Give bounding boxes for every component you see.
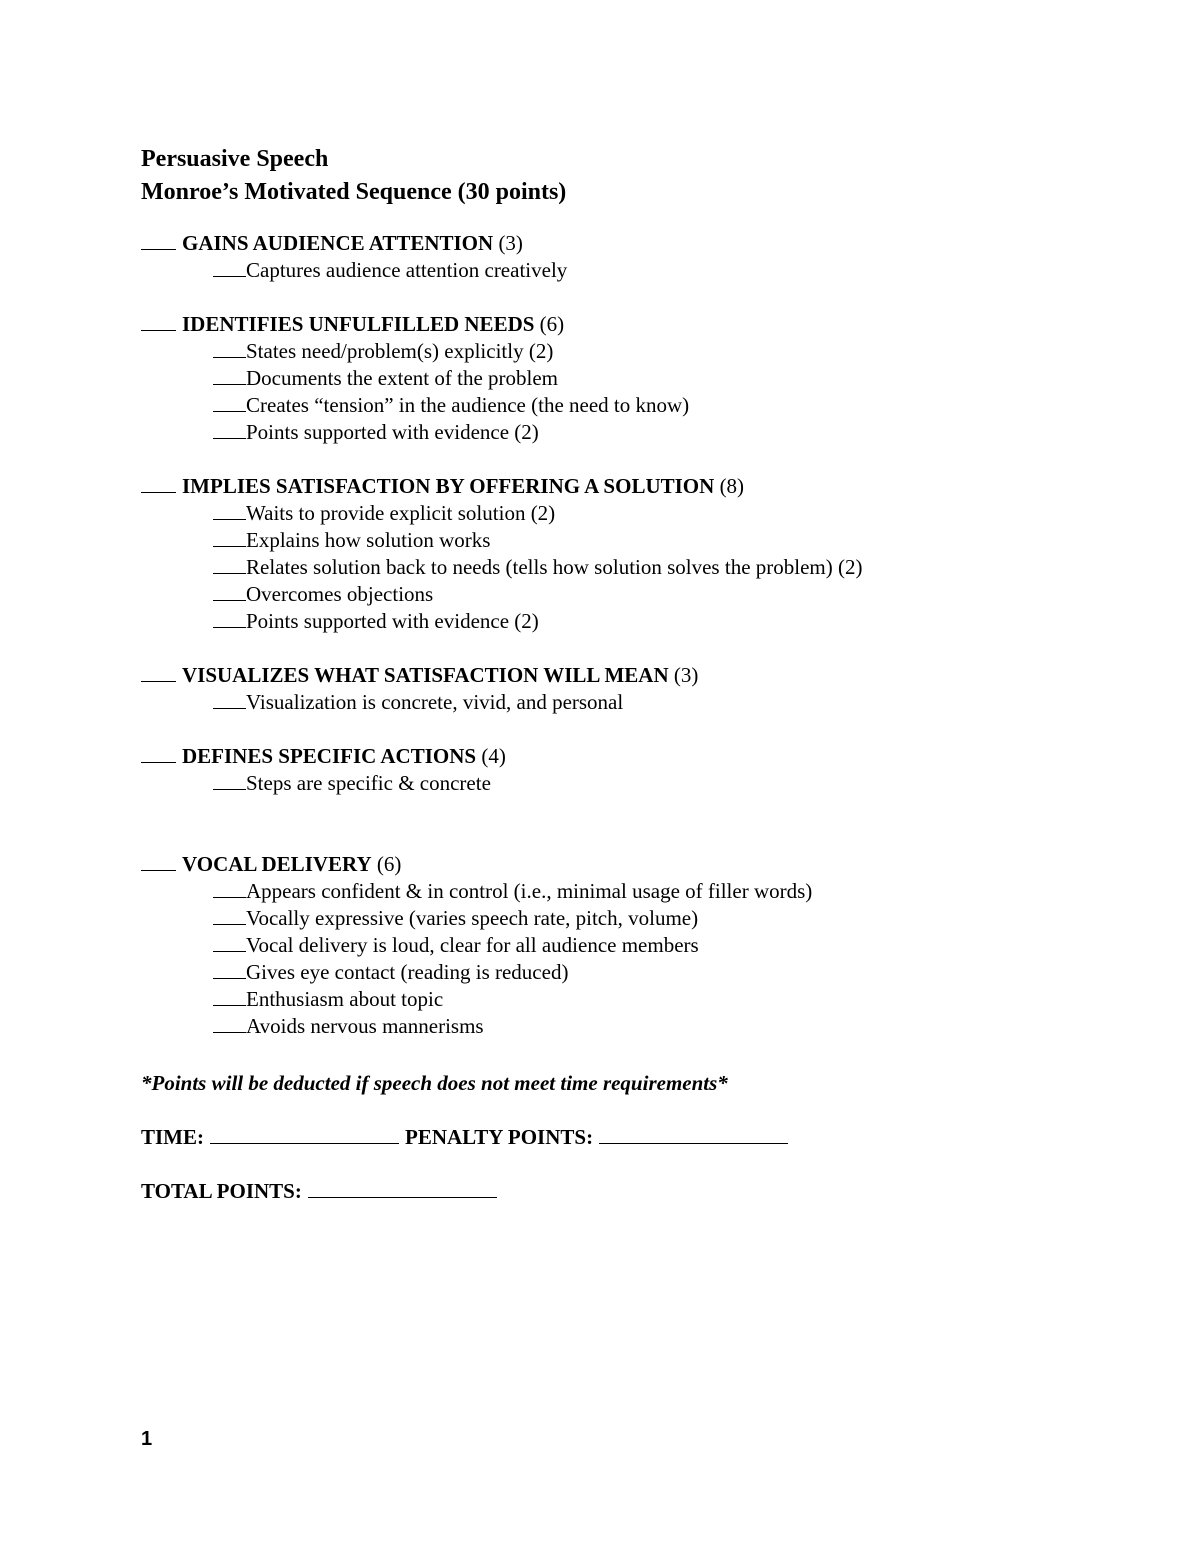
criterion-item [141,1013,1101,1040]
criterion-text: Waits to provide explicit solution (2) [246,501,556,525]
criterion-score-blank[interactable] [213,989,246,1006]
section-points: (4) [481,744,506,768]
time-blank[interactable] [210,1125,399,1144]
criterion-score-blank[interactable] [213,692,246,709]
criterion-score-blank[interactable] [213,395,246,412]
criterion-score-blank[interactable] [213,260,246,277]
section-header [141,473,1101,500]
criterion-item [141,932,1101,959]
criterion-text: Overcomes objections [246,582,434,606]
criterion-item [141,581,1101,608]
section-header [141,851,1101,878]
criterion-score-blank[interactable] [213,908,246,925]
rubric-section [141,743,1101,797]
criterion-item [141,986,1101,1013]
criterion-item [141,338,1101,365]
criterion-text: Points supported with evidence (2) [246,609,539,633]
criterion-score-blank[interactable] [213,530,246,547]
total-points-label: TOTAL POINTS: [141,1179,302,1203]
penalty-points-blank[interactable] [599,1125,788,1144]
criterion-item [141,770,1101,797]
criterion-score-blank[interactable] [213,368,246,385]
section-points: (3) [673,663,699,687]
criterion-text: Gives eye contact (reading is reduced) [246,960,569,984]
criterion-text: Explains how solution works [246,528,491,552]
criterion-item [141,959,1101,986]
criterion-text: Captures audience attention creatively [246,258,568,282]
section-score-blank[interactable] [141,665,176,682]
criterion-text: Vocal delivery is loud, clear for all audience members [246,933,699,957]
criterion-score-blank[interactable] [213,584,246,601]
criterion-score-blank[interactable] [213,1016,246,1033]
section-points: (6) [539,312,565,336]
page-number: 1 [141,1428,153,1450]
section-score-blank[interactable] [141,476,176,493]
criterion-score-blank[interactable] [213,962,246,979]
section-name: VISUALIZES WHAT SATISFACTION WILL MEAN [182,663,669,687]
section-points: (6) [376,852,402,876]
criterion-item [141,878,1101,905]
criterion-score-blank[interactable] [213,422,246,439]
criterion-score-blank[interactable] [213,773,246,790]
criterion-item [141,689,1101,716]
criterion-text: Avoids nervous mannerisms [246,1014,484,1038]
criterion-text: Relates solution back to needs (tells how solution solves the problem) (2) [246,555,863,579]
section-name: VOCAL DELIVERY [182,852,372,876]
section-score-blank[interactable] [141,314,176,331]
total-points-blank[interactable] [308,1179,497,1198]
section-header [141,230,1101,257]
document-subtitle: Monroe’s Motivated Sequence (30 points) [141,179,567,205]
criterion-text: Enthusiasm about topic [246,987,444,1011]
section-name: IMPLIES SATISFACTION BY OFFERING A SOLUTION [182,474,715,498]
criterion-text: Appears confident & in control (i.e., minimal usage of filler words) [246,879,813,903]
section-header [141,311,1101,338]
criterion-item [141,392,1101,419]
section-header [141,662,1101,689]
criterion-item [141,608,1101,635]
rubric-section [141,662,1101,716]
criterion-score-blank[interactable] [213,503,246,520]
time-penalty-row [141,1124,1101,1151]
rubric-sections [141,230,1101,1040]
section-name: DEFINES SPECIFIC ACTIONS [182,744,477,768]
criterion-score-blank[interactable] [213,611,246,628]
criterion-text: States need/problem(s) explicitly (2) [246,339,554,363]
criterion-score-blank[interactable] [213,557,246,574]
criterion-score-blank[interactable] [213,341,246,358]
criterion-text: Documents the extent of the problem [246,366,558,390]
criterion-item [141,905,1101,932]
section-score-blank[interactable] [141,746,176,763]
criterion-item [141,500,1101,527]
penalty-points-label: PENALTY POINTS: [405,1125,594,1149]
criterion-text: Creates “tension” in the audience (the need to know) [246,393,690,417]
section-name: GAINS AUDIENCE ATTENTION [182,231,494,255]
section-points: (3) [498,231,523,255]
time-label: TIME: [141,1125,204,1149]
criterion-item [141,257,1101,284]
criterion-score-blank[interactable] [213,935,246,952]
criterion-text: Points supported with evidence (2) [246,420,539,444]
rubric-document [141,143,1101,1205]
total-points-row [141,1178,1101,1205]
criterion-item [141,419,1101,446]
criterion-score-blank[interactable] [213,881,246,898]
rubric-section [141,230,1101,284]
section-score-blank[interactable] [141,233,176,250]
criterion-item [141,365,1101,392]
rubric-section [141,473,1101,635]
rubric-section [141,311,1101,446]
section-header [141,743,1101,770]
criterion-item [141,527,1101,554]
criterion-text: Visualization is concrete, vivid, and personal [246,690,624,714]
section-name: IDENTIFIES UNFULFILLED NEEDS [182,312,535,336]
document-title: Persuasive Speech [141,146,329,172]
time-requirement-note: *Points will be deducted if speech does not meet time requirements* [141,1071,728,1095]
criterion-item [141,554,1101,581]
criterion-text: Steps are specific & concrete [246,771,491,795]
section-score-blank[interactable] [141,854,176,871]
section-points: (8) [719,474,745,498]
criterion-text: Vocally expressive (varies speech rate, pitch, volume) [246,906,699,930]
rubric-section [141,851,1101,1040]
